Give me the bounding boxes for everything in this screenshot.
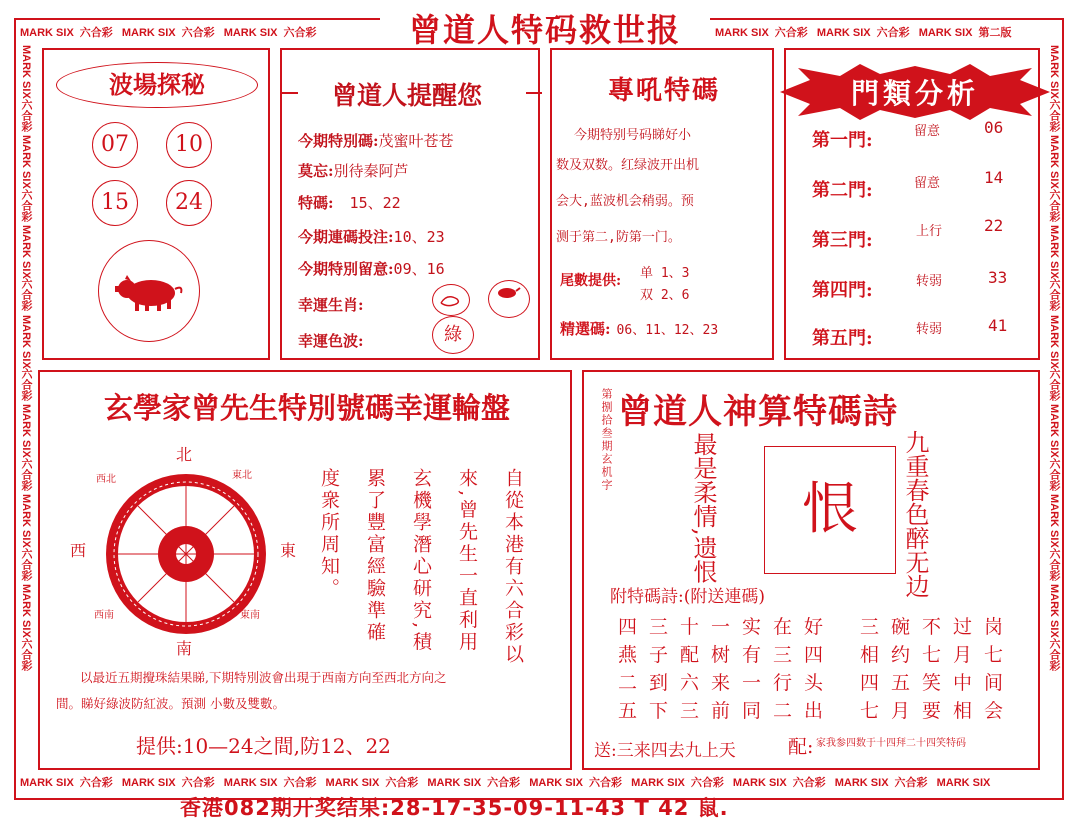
row-label: 特碼: <box>298 194 334 212</box>
divider <box>282 92 298 94</box>
brand-strip-bottom <box>20 774 1060 790</box>
brand-text: MARK SIX <box>834 777 889 789</box>
gate-note: 留意 <box>914 176 941 191</box>
brand-strip-top-left <box>20 24 380 40</box>
gate-note: 留意 <box>914 124 941 139</box>
brand-text: MARK SIX <box>529 777 583 789</box>
brand-text: MARK SIX <box>20 27 74 39</box>
poem-big-char: 恨 <box>764 446 896 574</box>
gate-label: 第二門: <box>812 180 873 201</box>
reminder-row <box>298 130 454 151</box>
reminder-row <box>298 160 409 181</box>
gate-note: 上行 <box>916 224 943 239</box>
lucky-wheel <box>98 470 278 640</box>
gate-row <box>812 276 873 302</box>
brand-text: MARK SIX <box>918 27 973 39</box>
brand-text: MARK SIX <box>20 404 32 459</box>
direction-north: 北 <box>176 445 193 464</box>
panel-poem <box>582 370 1040 770</box>
brand-cn: 六合彩 <box>79 27 113 39</box>
poem-left-col: 最是柔情,遗恨 <box>689 432 717 584</box>
brand-cn: 六合彩 <box>20 188 32 222</box>
poem-line: 四五笑中间 <box>860 672 1016 694</box>
pig-icon <box>99 241 199 341</box>
direction-east: 東 <box>280 541 297 560</box>
pick-value: 06、11、12、23 <box>616 323 719 338</box>
wheel-text-col: 玄機學潛心研究,積 <box>410 468 432 654</box>
panel-wave-field <box>42 48 270 360</box>
brand-text: MARK SIX <box>223 777 278 789</box>
row-label: 今期特別碼: <box>298 132 379 150</box>
gate-number: 22 <box>984 216 1004 235</box>
reminder-row <box>298 330 364 351</box>
edition-label: 第二版 <box>978 27 1012 39</box>
brand-cn: 六合彩 <box>385 777 419 789</box>
brand-text: MARK SIX <box>121 27 176 39</box>
page-title: 曾道人特码救世报 <box>380 10 710 50</box>
zodiac-circle <box>432 284 470 316</box>
number-circle: 07 <box>92 122 138 168</box>
brand-cn: 六合彩 <box>20 368 32 402</box>
brand-cn: 六合彩 <box>1048 278 1060 312</box>
gate-row <box>812 126 873 152</box>
row-label: 今期特別留意: <box>298 260 394 278</box>
brand-text: MARK SIX <box>1048 224 1060 279</box>
brand-cn: 六合彩 <box>181 27 215 39</box>
brand-strip-top-right <box>715 24 1045 40</box>
brand-text: MARK SIX <box>715 27 769 39</box>
special-line: 会大,蓝波机会稍弱。预 <box>556 194 694 209</box>
gate-number: 33 <box>988 268 1008 287</box>
reminder-row <box>298 192 401 213</box>
brand-text: MARK SIX <box>936 777 991 789</box>
brand-cn: 六合彩 <box>20 98 32 132</box>
brand-text: MARK SIX <box>20 224 32 279</box>
brand-text: MARK SIX <box>20 584 32 638</box>
brand-cn: 六合彩 <box>1048 98 1060 132</box>
special-line: 今期特别号码睇好小 <box>574 128 692 143</box>
wheel-provide: 提供:10—24之間,防12、22 <box>136 734 391 758</box>
brand-cn: 六合彩 <box>283 777 317 789</box>
brand-cn: 六合彩 <box>1048 368 1060 402</box>
pick-row <box>560 318 718 339</box>
poem-line: 七月要相会 <box>860 700 1016 722</box>
panel-poem-title: 曾道人神算特碼詩 <box>618 392 898 432</box>
gate-label: 第三門: <box>812 230 873 251</box>
brand-cn: 六合彩 <box>774 27 808 39</box>
brand-cn: 六合彩 <box>20 637 32 671</box>
gate-row <box>812 226 873 252</box>
gate-number: 14 <box>984 168 1004 187</box>
brand-cn: 六合彩 <box>283 27 317 39</box>
gate-number: 41 <box>988 316 1008 335</box>
gate-label: 第一門: <box>812 130 873 151</box>
gate-row <box>812 176 873 202</box>
special-line: 测于第二,防第一门。 <box>556 230 681 245</box>
brand-text: MARK SIX <box>223 27 278 39</box>
brand-text: MARK SIX <box>427 777 482 789</box>
reminder-row <box>298 226 445 247</box>
lucky-color-value: 綠 <box>432 316 474 354</box>
poem-line: 三碗不过岗 <box>860 616 1016 638</box>
row-label: 今期連碼投注: <box>298 228 394 246</box>
panel-wave-title: 波場探秘 <box>56 62 258 108</box>
brand-strip-right <box>1046 45 1062 770</box>
number-circle: 24 <box>166 180 212 226</box>
brand-text: MARK SIX <box>1048 494 1060 548</box>
poem-line: 四三十一实在好 <box>618 616 836 638</box>
brand-text: MARK SIX <box>20 494 32 548</box>
wheel-text-col: 自從本港有六合彩以 <box>502 468 524 666</box>
poem-pair-value: 家我参四数于十四拜二十四笑特码 <box>816 738 966 749</box>
brand-text: MARK SIX <box>1048 134 1060 189</box>
animal-sketch-icon <box>433 285 469 315</box>
brand-text: MARK SIX <box>20 314 32 369</box>
gate-number: 06 <box>984 118 1004 137</box>
brand-cn: 六合彩 <box>1048 188 1060 222</box>
brand-cn: 六合彩 <box>79 777 113 789</box>
brand-text: MARK SIX <box>20 777 74 789</box>
brand-text: MARK SIX <box>816 27 871 39</box>
brand-cn: 六合彩 <box>487 777 521 789</box>
brand-text: MARK SIX <box>1048 404 1060 459</box>
direction-south: 南 <box>176 639 193 658</box>
divider <box>526 92 542 94</box>
panel-reminder <box>280 48 540 360</box>
direction-northeast: 東北 <box>232 470 252 481</box>
brand-cn: 六合彩 <box>894 777 928 789</box>
brand-cn: 六合彩 <box>181 777 215 789</box>
poem-subtitle: 附特碼詩:(附送連碼) <box>610 587 765 607</box>
pick-label: 精選碼: <box>560 320 611 338</box>
wheel-paragraph: 以最近五期攪珠結果睇,下期特別波會出現于西南方向至西北方向之 <box>80 670 447 685</box>
poem-send: 送:三来四去九上天 <box>594 741 736 761</box>
gate-note: 转弱 <box>916 274 943 289</box>
brand-text: MARK SIX <box>631 777 685 789</box>
brand-cn: 六合彩 <box>20 278 32 312</box>
wheel-paragraph: 間。睇好綠波防紅波。預測 小數及雙數。 <box>56 696 285 711</box>
ox-sketch-icon <box>489 281 529 317</box>
panel-wheel-title: 玄學家曾先生特別號碼幸運輪盤 <box>103 391 510 425</box>
poem-pair-label: 配: <box>788 736 814 758</box>
zodiac-circle <box>488 280 530 318</box>
row-label: 幸運生肖: <box>298 296 364 314</box>
wheel-text-col: 累了豐富經驗準確 <box>364 468 386 644</box>
reminder-row <box>298 294 364 315</box>
panel-lucky-wheel <box>38 370 572 770</box>
row-label: 莫忘: <box>298 162 334 180</box>
brand-strip-left <box>18 45 34 770</box>
direction-west: 西 <box>70 541 87 560</box>
panel-gate-title: 門類分析 <box>850 77 979 110</box>
brand-text: MARK SIX <box>1048 584 1060 638</box>
row-value: 15、22 <box>349 194 401 212</box>
poem-line: 相约七月七 <box>860 644 1016 666</box>
tail-label: 尾數提供: <box>560 273 622 289</box>
starburst-banner <box>780 64 1050 120</box>
number-circle: 15 <box>92 180 138 226</box>
direction-southwest: 西南 <box>94 610 114 621</box>
wheel-text-col: 度衆所周知。 <box>318 468 340 600</box>
brand-cn: 六合彩 <box>589 777 622 789</box>
row-value: 別待秦阿芦 <box>333 162 409 180</box>
number-circle: 10 <box>166 122 212 168</box>
brand-cn: 六合彩 <box>690 777 724 789</box>
brand-cn: 六合彩 <box>1048 548 1060 581</box>
tail-line: 单 1、3 <box>640 266 690 281</box>
row-value: 10、23 <box>393 228 445 246</box>
brand-cn: 六合彩 <box>792 777 826 789</box>
brand-cn: 六合彩 <box>20 548 32 581</box>
panel-gate-analysis <box>784 48 1040 360</box>
poem-line: 五下三前同二出 <box>618 700 836 722</box>
brand-cn: 六合彩 <box>1048 458 1060 492</box>
brand-text: MARK SIX <box>20 45 32 99</box>
direction-northwest: 西北 <box>96 474 116 485</box>
row-value: 茂蜜叶苍苍 <box>378 132 454 150</box>
poem-period: 第捌拾叁期玄机字 <box>600 388 613 492</box>
wheel-text-col: 來,曾先生一直利用 <box>456 468 478 654</box>
special-line: 数及双数。红绿波开出机 <box>556 158 700 173</box>
tail-line: 双 2、6 <box>640 288 690 303</box>
poem-line: 燕子配树有三四 <box>618 644 836 666</box>
direction-southeast: 東南 <box>240 610 260 621</box>
brand-cn: 六合彩 <box>1048 637 1060 671</box>
panel-special-code <box>550 48 774 360</box>
draw-result: 香港082期开奖结果:28-17-35-09-11-43 T 42 鼠. <box>180 796 729 820</box>
gate-label: 第五門: <box>812 328 873 349</box>
poem-right-col: 九重春色醉无边 <box>901 430 929 598</box>
poem-line: 二到六来一行头 <box>618 672 836 694</box>
reminder-row <box>298 258 445 279</box>
brand-text: MARK SIX <box>20 134 32 189</box>
animal-circle <box>98 240 200 342</box>
brand-cn: 六合彩 <box>20 458 32 492</box>
gate-label: 第四門: <box>812 280 873 301</box>
gate-note: 转弱 <box>916 322 943 337</box>
brand-cn: 六合彩 <box>876 27 910 39</box>
row-value: 09、16 <box>393 260 445 278</box>
panel-special-title: 專吼特碼 <box>607 76 720 106</box>
brand-text: MARK SIX <box>1048 45 1060 99</box>
brand-text: MARK SIX <box>1048 314 1060 369</box>
brand-text: MARK SIX <box>121 777 176 789</box>
panel-reminder-title: 曾道人提醒您 <box>331 81 482 110</box>
brand-text: MARK SIX <box>732 777 787 789</box>
brand-text: MARK SIX <box>325 777 380 789</box>
gate-row <box>812 324 873 350</box>
row-label: 幸運色波: <box>298 332 364 350</box>
